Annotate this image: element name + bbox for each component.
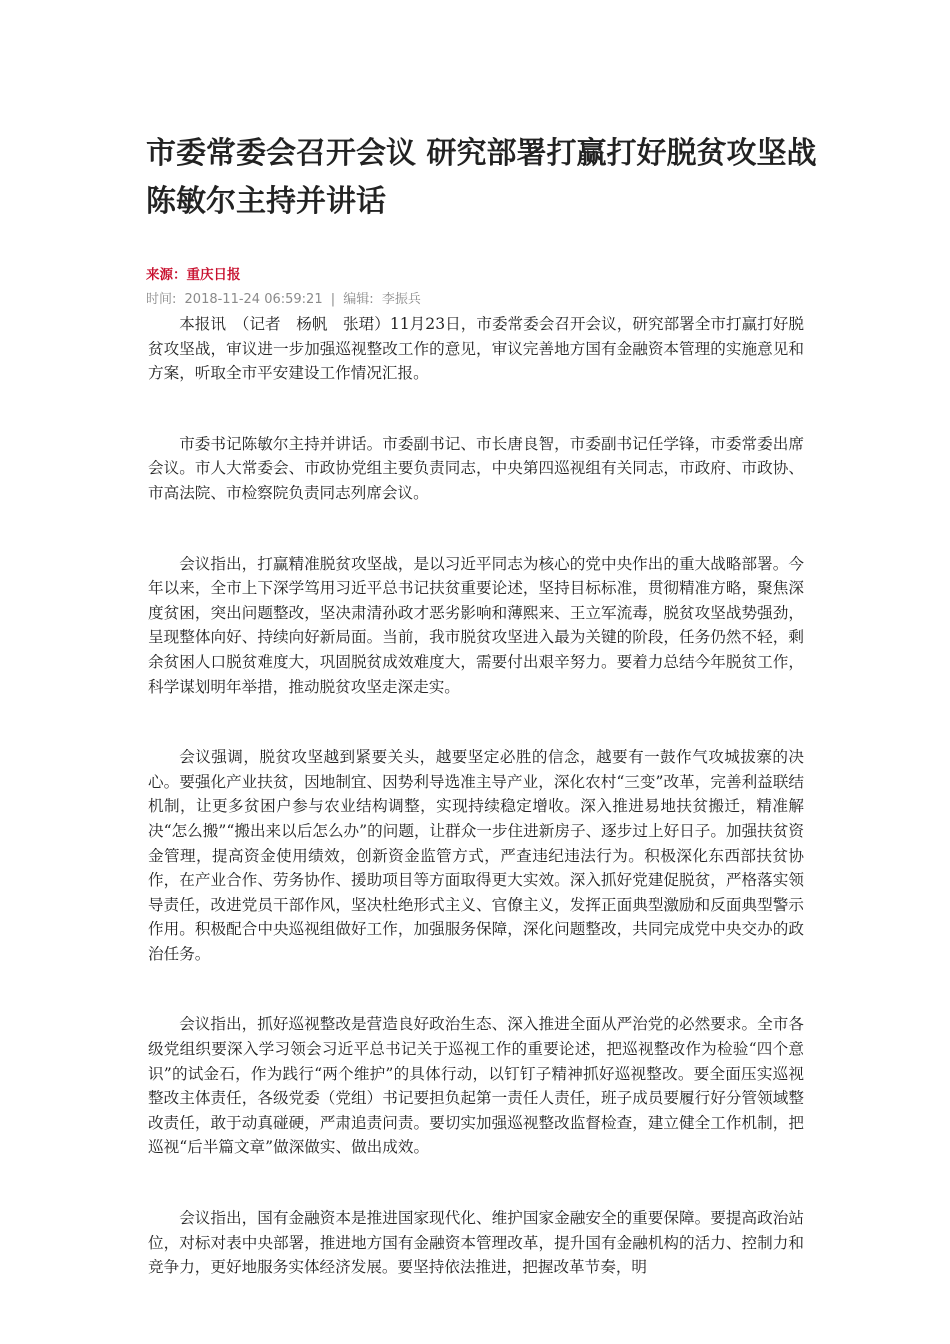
article-paragraph: 会议强调，脱贫攻坚越到紧要关头，越要坚定必胜的信念，越要有一鼓作气攻城拔寨的决心。要强化产业扶贫，因地制宜、因势利导选准主导产业，深化农村“三变”改革，完善利益联结机制，让更多贫困户参与农业结构调整，实现持续稳定增收。深入推进易地扶贫搬迁，精准解决“怎么搬”“搬出来以后怎么办”的问题，让群众一步住进新房子、逐步过上好日子。加强扶贫资金管理，提高资金使用绩效，创新资金监管方式，严查违纪违法行为。积极深化东西部扶贫协作，在产业合作、劳务协作、援助项目等方面取得更大实效。深入抓好党建促脱贫，严格落实领导责任，改进党员干部作风，坚决杜绝形式主义、官僚主义，发挥正面典型激励和反面典型警示作用。积极配合中央巡视组做好工作，加强服务保障，深化问题整改，共同完成党中央交办的政治任务。	[148, 748, 804, 963]
article-title: 市委常委会召开会议 研究部署打赢打好脱贫攻坚战 陈敏尔主持并讲话	[146, 136, 817, 219]
article-paragraph: 会议指出，国有金融资本是推进国家现代化、维护国家金融安全的重要保障。要提高政治站位，对标对表中央部署，推进地方国有金融资本管理改革，提升国有金融机构的活力、控制力和竞争力，更好地服务实体经济发展。要坚持依法推进，把握改革节奏，明	[148, 1209, 804, 1277]
article-paragraph: 本报讯 （记者 杨帆 张珺）11月23日，市委常委会召开会议，研究部署全市打赢打好脱贫攻坚战，审议进一步加强巡视整改工作的意见，审议完善地方国有金融资本管理的实施意见和方案，听取全市平安建设工作情况汇报。	[148, 315, 804, 383]
article-paragraph: 市委书记陈敏尔主持并讲话。市委副书记、市长唐良智，市委副书记任学锋，市委常委出席会议。市人大常委会、市政协党组主要负责同志，中央第四巡视组有关同志，市政府、市政协、市高法院、市检察院负责同志列席会议。	[148, 434, 804, 502]
article-body	[148, 312, 804, 1326]
article-paragraph: 会议指出，打赢精准脱贫攻坚战，是以习近平同志为核心的党中央作出的重大战略部署。今年以来，全市上下深学笃用习近平总书记扶贫重要论述，坚持目标标准，贯彻精准方略，聚焦深度贫困，突出问题整改，坚决肃清孙政才恶劣影响和薄熙来、王立军流毒，脱贫攻坚战势强劲，呈现整体向好、持续向好新局面。当前，我市脱贫攻坚进入最为关键的阶段，任务仍然不轻，剩余贫困人口脱贫难度大，巩固脱贫成效难度大，需要付出艰辛努力。要着力总结今年脱贫工作，科学谋划明年举措，推动脱贫攻坚走深走实。	[148, 554, 804, 696]
article-meta	[146, 288, 425, 307]
editor-label: 编辑:	[343, 292, 374, 307]
time-label: 时间:	[146, 292, 177, 307]
article-source: 来源：重庆日报	[146, 267, 241, 283]
editor-name: 李振兵	[381, 292, 421, 307]
publish-time: 2018-11-24 06:59:21	[184, 292, 323, 307]
meta-separator: |	[330, 292, 336, 307]
article-paragraph: 会议指出，抓好巡视整改是营造良好政治生态、深入推进全面从严治党的必然要求。全市各级党组织要深入学习领会习近平总书记关于巡视工作的重要论述，把巡视整改作为检验“四个意识”的试金石，作为践行“两个维护”的具体行动，以钉钉子精神抓好巡视整改。要全面压实巡视整改主体责任，各级党委（党组）书记要担负起第一责任人责任，班子成员要履行好分管领域整改责任，敢于动真碰硬，严肃追责问责。要切实加强巡视整改监督检查，建立健全工作机制，把巡视“后半篇文章”做深做实、做出成效。	[148, 1015, 804, 1157]
